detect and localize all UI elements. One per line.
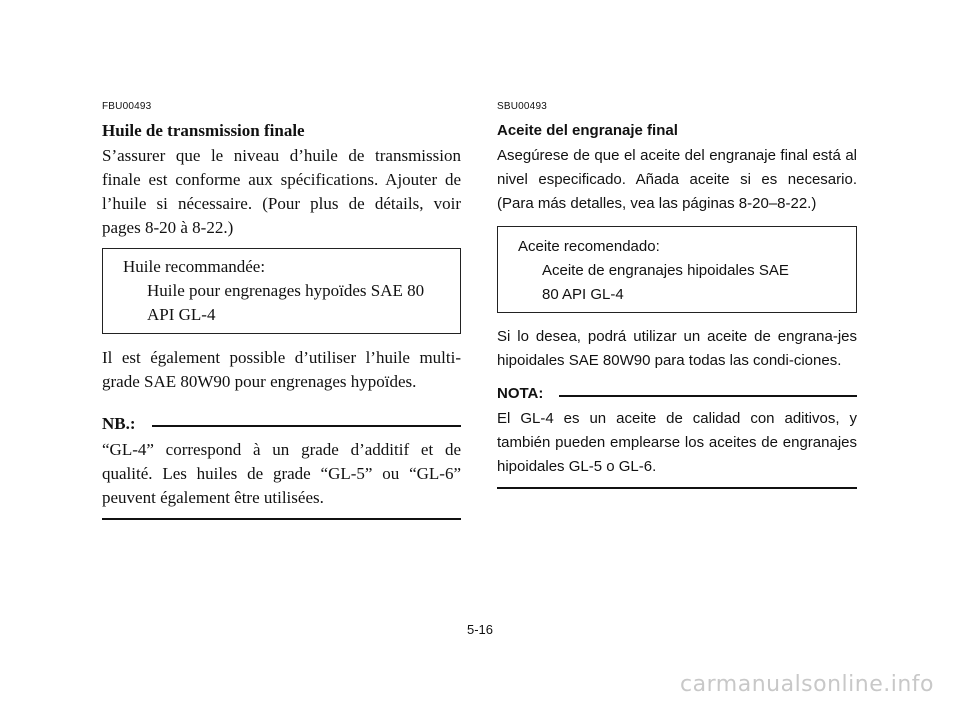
note-header [102, 412, 461, 436]
section-code: FBU00493 [102, 101, 152, 112]
after-box-paragraph: Il est également possible d’utiliser l’huile multi-grade SAE 80W90 pour engrenages hypoïdes. [102, 348, 461, 391]
note-text: El GL-4 es un aceite de calidad con aditivos, y también pueden emplearse los aceites de engranajes hipoidales GL-5 o GL-6. [497, 410, 857, 475]
page-number: 5-16 [466, 622, 494, 637]
box-heading: Aceite recomendado: [518, 238, 660, 255]
section-title: Huile de transmission finale [102, 121, 305, 140]
note-text: “GL-4” correspond à un grade d’additif et de qualité. Les huiles de grade “GL-5” ou “GL-6” peuvent également être utilisées. [102, 440, 461, 507]
box-line-2: 80 API GL-4 [542, 286, 624, 303]
note-bottom-rule [102, 518, 461, 520]
note-bottom-rule [497, 487, 857, 489]
box-heading: Huile recommandée: [123, 257, 266, 276]
box-line-2: API GL-4 [147, 305, 216, 324]
spanish-column [497, 100, 857, 489]
box-line-1: Huile pour engrenages hypoïdes SAE 80 [147, 281, 425, 300]
recommended-oil-box [497, 226, 857, 313]
section-code: SBU00493 [497, 101, 547, 112]
after-box-paragraph: Si lo desea, podrá utilizar un aceite de engrana-jes hipoidales SAE 80W90 para todas las condi-ciones. [497, 328, 857, 369]
french-column [102, 100, 461, 520]
note-label: NB.: [102, 414, 136, 433]
note-header [497, 383, 857, 405]
note-rule [152, 425, 461, 427]
box-line-1: Aceite de engranajes hipoidales SAE [542, 262, 789, 279]
section-title: Aceite del engranaje final [497, 122, 678, 139]
note-rule [559, 395, 857, 397]
intro-paragraph: S’assurer que le niveau d’huile de transmission finale est conforme aux spécifications. Ajouter de l’huile si nécessaire. (Pour plus de détails, voir pages 8-20 à 8-22.) [102, 146, 461, 237]
note-label: NOTA: [497, 385, 544, 402]
recommended-oil-box [102, 248, 461, 334]
intro-paragraph: Asegúrese de que el aceite del engranaje final está al nivel especificado. Añada aceite si es necesario. (Para más detalles, vea las páginas 8-20–8-22.) [497, 147, 857, 212]
watermark: carmanualsonline.info [680, 672, 934, 697]
